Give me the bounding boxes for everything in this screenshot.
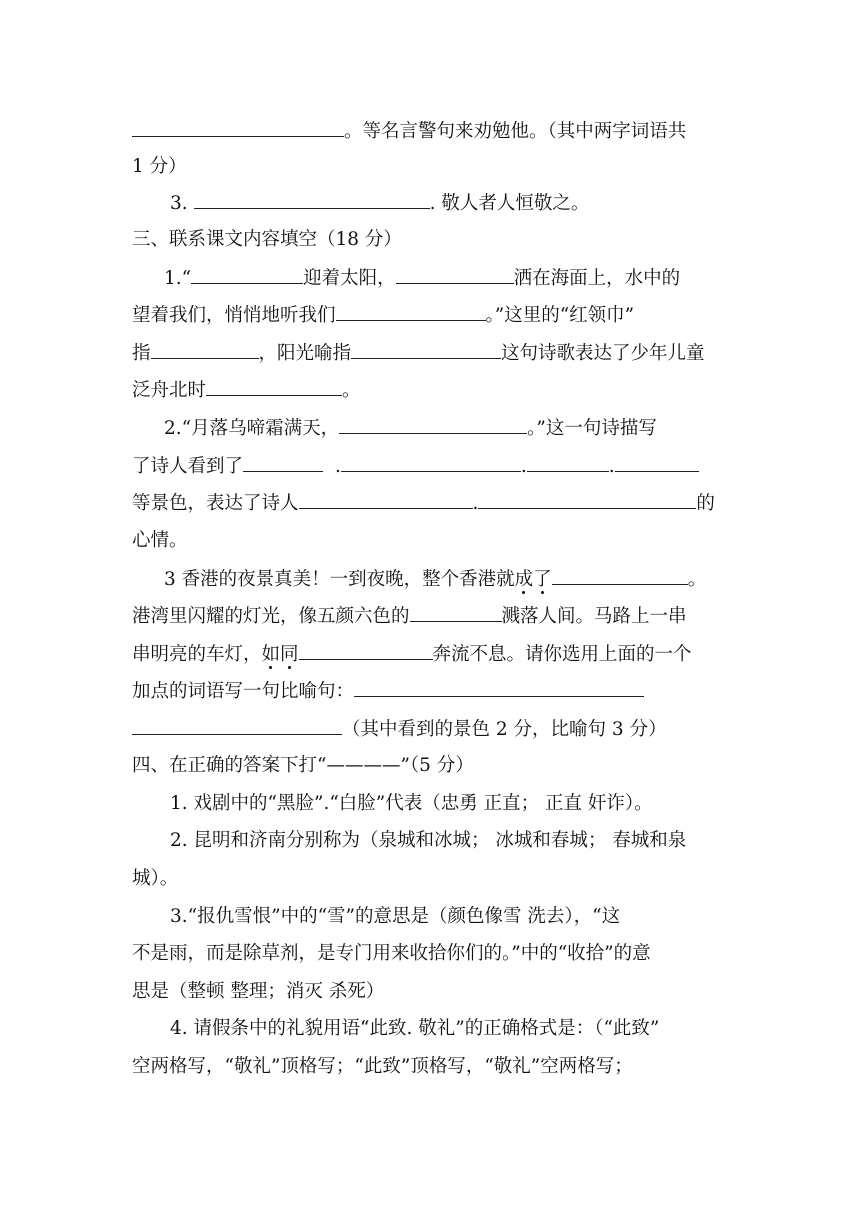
answer-blank[interactable] — [527, 451, 609, 472]
text-segment: 。 — [687, 569, 707, 590]
dotted-char: 如 — [261, 644, 281, 665]
text-segment: ，阳光喻指 — [258, 343, 352, 364]
answer-blank[interactable] — [339, 413, 527, 434]
text-segment: 的 — [696, 493, 715, 514]
text-line — [132, 939, 651, 969]
text-segment: 。 — [342, 380, 361, 401]
text-line — [132, 601, 687, 631]
text-segment: 2. 昆明和济南分别称为（泉城和冰城； 冰城和春城； 春城和泉 — [170, 830, 687, 851]
answer-blank[interactable] — [299, 488, 473, 509]
section-title: 三、联系课文内容填空（18 分） — [132, 229, 402, 250]
text-line — [132, 676, 644, 706]
text-segment: 城）。 — [132, 868, 179, 889]
answer-blank[interactable] — [206, 375, 342, 396]
text-segment: 2.“月落乌啼霜满天， — [164, 418, 340, 439]
text-segment: 了诗人看到了 — [132, 456, 244, 477]
answer-blank[interactable] — [132, 714, 342, 735]
text-line — [170, 826, 686, 856]
text-line — [132, 1052, 633, 1082]
text-segment: （其中看到的景色 2 分，比喻句 3 分） — [342, 719, 667, 740]
text-segment: 1 分） — [132, 156, 187, 177]
text-segment: 迎着太阳， — [303, 268, 396, 289]
text-line — [132, 488, 715, 518]
text-line — [170, 902, 620, 932]
text-segment: 心情。 — [132, 530, 188, 551]
answer-blank[interactable] — [132, 116, 344, 137]
dotted-char: 了 — [533, 569, 552, 590]
text-line — [170, 1014, 659, 1044]
text-segment: 洒在海面上，水中的 — [513, 268, 681, 289]
text-segment: 3.“报仇雪恨”中的“雪”的意思是（颜色像雪 洗去），“这 — [170, 906, 621, 927]
text-segment: 港湾里闪耀的灯光，像五颜六色的 — [132, 606, 410, 627]
dotted-char: 成 — [514, 569, 534, 590]
answer-blank[interactable] — [552, 564, 688, 585]
section-title: 四、在正确的答案下打“————”（5 分） — [132, 755, 474, 776]
answer-blank[interactable] — [354, 676, 644, 697]
text-segment: 1. 戏剧中的“黑脸”.“白脸”代表（忠勇 正直； 正直 奸诈）。 — [170, 793, 653, 814]
text-segment: 3. — [170, 193, 188, 214]
answer-blank[interactable] — [615, 451, 699, 472]
text-line — [132, 300, 634, 330]
text-line — [132, 977, 384, 1007]
section-heading-3 — [132, 225, 402, 255]
answer-blank[interactable] — [478, 488, 696, 509]
answer-blank[interactable] — [151, 338, 259, 359]
text-segment: 不是雨，而是除草剂，是专门用来收拾你们的。”中的“收拾”的意 — [132, 943, 651, 964]
text-line — [132, 526, 188, 556]
text-segment: . — [520, 456, 527, 477]
answer-blank[interactable] — [351, 338, 501, 359]
text-segment: 奔流不息。请你选用上面的一个 — [432, 644, 692, 665]
text-line — [132, 338, 705, 368]
text-line — [132, 152, 187, 182]
text-segment: 。”这一句诗描写 — [527, 418, 657, 439]
text-segment: 等景色，表达了诗人 — [132, 493, 299, 514]
text-segment: 思是（整顿 整理；消灭 杀死） — [132, 981, 385, 1002]
text-segment: 空两格写，“敬礼”顶格写；“此致”顶格写，“敬礼”空两格写； — [132, 1056, 633, 1077]
text-segment: . — [608, 456, 615, 477]
text-line — [170, 789, 653, 819]
text-segment: 泛舟北时 — [132, 380, 207, 401]
answer-blank[interactable] — [336, 300, 486, 321]
text-line — [132, 451, 699, 481]
text-segment: . — [335, 456, 341, 477]
text-segment: 串明亮的车灯， — [132, 644, 262, 665]
answer-blank[interactable] — [243, 451, 323, 472]
answer-blank[interactable] — [194, 188, 430, 209]
text-line — [132, 116, 686, 146]
text-line — [164, 263, 680, 293]
text-segment: . 敬人者人恒敬之。 — [429, 193, 590, 214]
section-heading-4 — [132, 751, 474, 781]
answer-blank[interactable] — [191, 263, 303, 284]
text-line — [170, 188, 589, 218]
dotted-char: 同 — [280, 644, 299, 665]
answer-blank[interactable] — [341, 451, 521, 472]
text-line — [164, 413, 657, 443]
text-line — [132, 714, 667, 744]
text-segment: 望着我们，悄悄地听我们 — [132, 305, 336, 326]
text-segment: 3 香港的夜景真美！一到夜晚，整个香港就 — [164, 569, 515, 590]
text-segment: 这句诗歌表达了少年儿童 — [501, 343, 705, 364]
text-line — [132, 639, 692, 669]
text-segment: 。”这里的“红领巾” — [485, 305, 635, 326]
text-segment: 溅落人间。马路上一串 — [501, 606, 687, 627]
answer-blank[interactable] — [396, 263, 514, 284]
text-segment: . — [472, 493, 479, 514]
text-segment: 1.“ — [164, 268, 192, 289]
text-segment: 加点的词语写一句比喻句： — [132, 681, 355, 702]
text-segment: 4. 请假条中的礼貌用语“此致. 敬礼”的正确格式是：（“此致” — [170, 1018, 660, 1039]
text-segment: 。等名言警句来劝勉他。（其中两字词语共 — [344, 121, 687, 142]
text-line — [164, 564, 706, 594]
text-line — [132, 375, 361, 405]
answer-blank[interactable] — [299, 639, 433, 660]
text-segment: 指 — [132, 343, 151, 364]
answer-blank[interactable] — [410, 601, 502, 622]
text-line — [132, 864, 178, 894]
